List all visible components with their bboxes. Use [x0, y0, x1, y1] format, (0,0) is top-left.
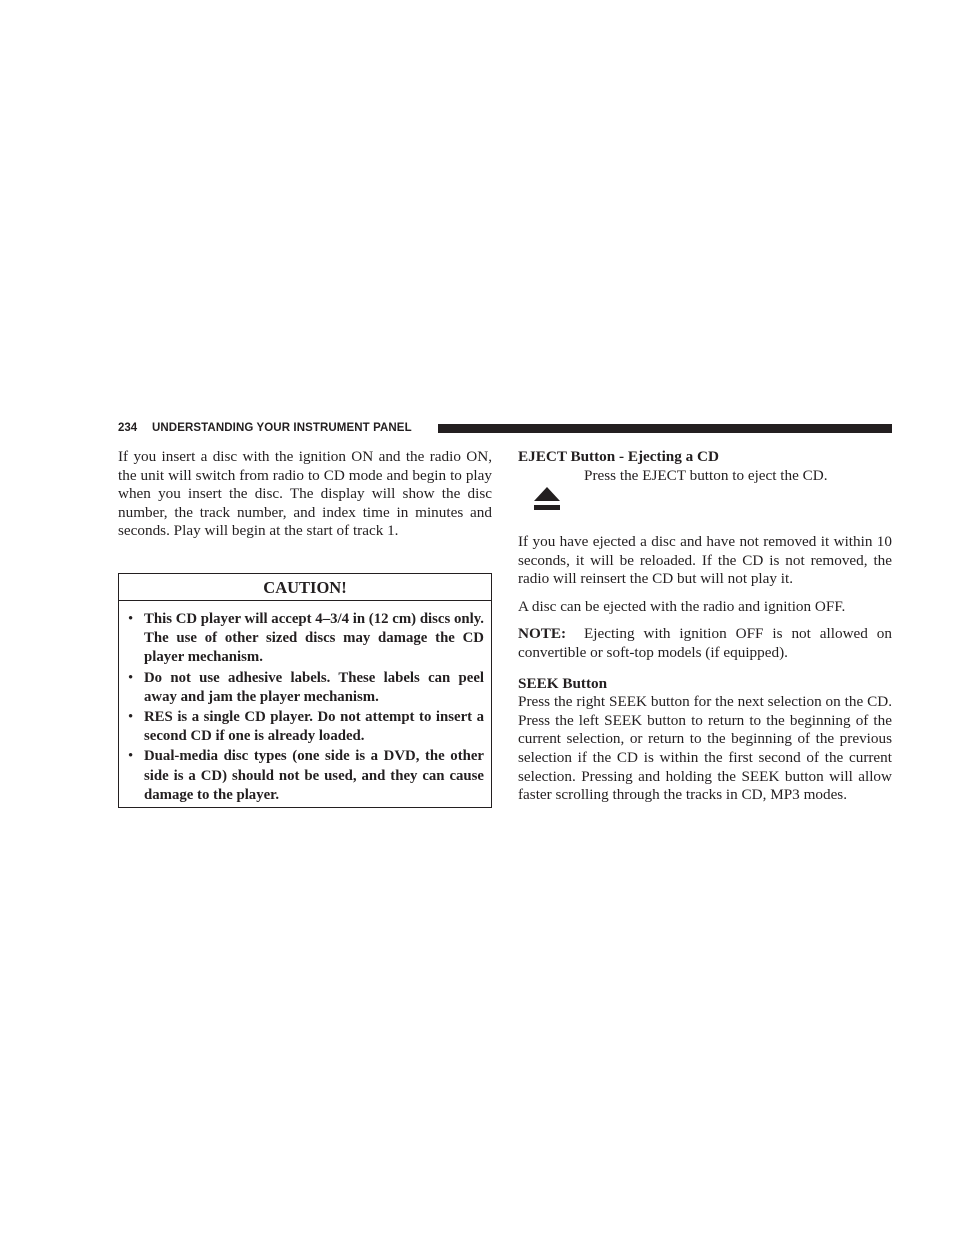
caution-item: • Dual-media disc types (one side is a DVD, the other side is a CD) should not be used, and they can cause damage to the player.	[144, 747, 484, 805]
caution-box	[118, 573, 492, 808]
eject-off-paragraph: A disc can be ejected with the radio and ignition OFF.	[518, 597, 846, 615]
eject-heading: EJECT Button - Ejecting a CD	[518, 448, 719, 465]
eject-section	[518, 448, 892, 520]
page-number: 234	[118, 422, 138, 434]
note-label: NOTE:	[518, 625, 567, 643]
note-text: Ejecting with ignition OFF is not allowed on convertible or soft-top models (if equipped).	[518, 625, 892, 661]
header-rule	[438, 424, 892, 433]
left-column	[118, 448, 492, 541]
intro-paragraph: If you insert a disc with the ignition ON and the radio ON, the unit will switch from radio to CD mode and begin to play when you insert the disc. The display will show the disc number, the track number, and index time in minutes and seconds. Play will begin at the start of track 1.	[118, 448, 492, 540]
caution-title: CAUTION!	[119, 574, 491, 601]
caution-list	[119, 601, 491, 805]
caution-item: • Do not use adhesive labels. These labels can peel away and jam the player mechanism.	[144, 669, 484, 707]
caution-item: • This CD player will accept 4–3/4 in (12 cm) discs only. The use of other sized discs may damage the CD player mechanism.	[144, 610, 484, 668]
seek-paragraph: Press the right SEEK button for the next selection on the CD. Press the left SEEK button to return to the beginning of the current selection, or return to the beginning of the previous selection if the CD is within the first second of the current selection. Pressing and holding the SEEK button will allow faster scrolling through the tracks in CD, MP3 modes.	[518, 693, 892, 804]
right-column	[518, 448, 892, 805]
caution-item: • RES is a single CD player. Do not attempt to insert a second CD if one is already loaded.	[144, 708, 484, 746]
note-paragraph	[518, 625, 892, 662]
seek-heading: SEEK Button	[518, 674, 608, 692]
section-title: UNDERSTANDING YOUR INSTRUMENT PANEL	[152, 422, 412, 434]
eject-reload-paragraph: If you have ejected a disc and have not removed it within 10 seconds, it will be reloaded. If the CD is not removed, the radio will reinsert the CD but will not play it.	[518, 533, 892, 588]
page-header	[118, 420, 892, 436]
eject-icon	[533, 486, 561, 512]
eject-instruction: Press the EJECT button to eject the CD.	[584, 467, 828, 484]
